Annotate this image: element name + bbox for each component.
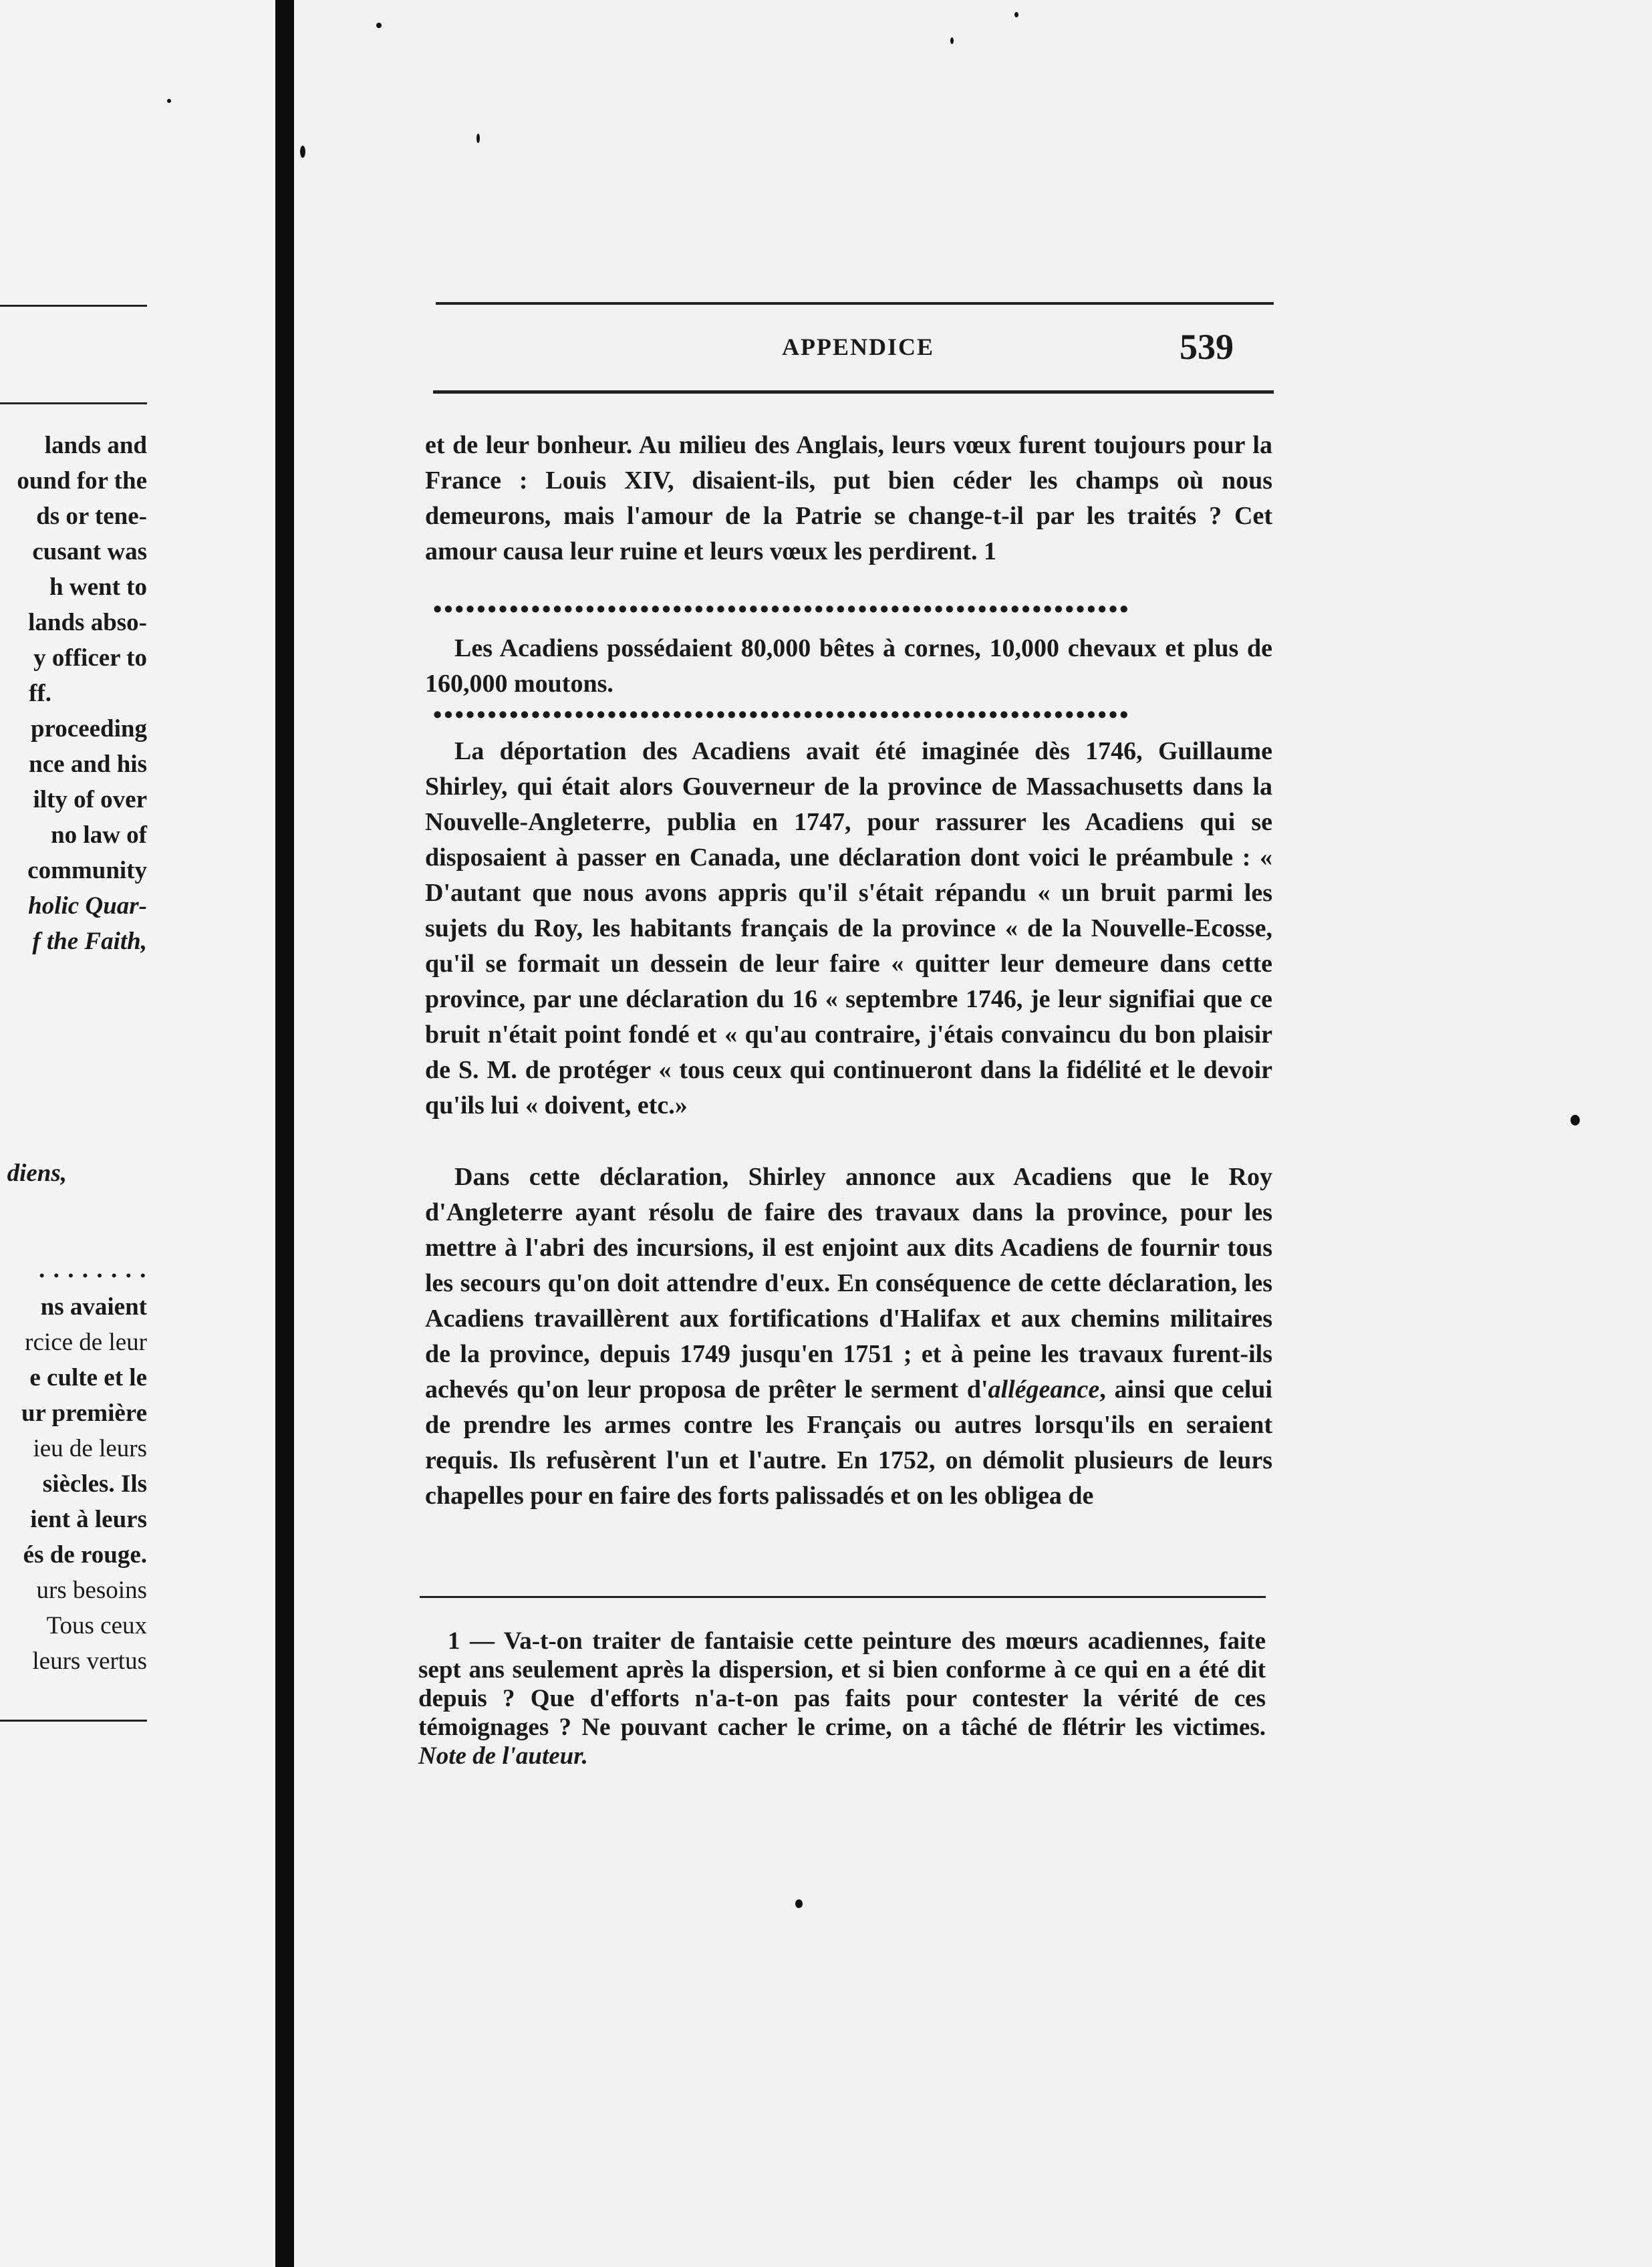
left-line: ns avaient [40, 1293, 147, 1321]
left-page-top-rule [0, 305, 147, 307]
left-line: proceeding [30, 715, 147, 743]
left-line: ur première [21, 1399, 147, 1427]
ellipsis-separator-1: •••••••••••••••••••••••••••••••••••••••••••••••••••••••••••••••• [433, 596, 1131, 623]
footnote-rule [420, 1596, 1266, 1598]
left-line: leurs vertus [32, 1647, 147, 1675]
left-line: Tous ceux [46, 1612, 147, 1639]
paragraph-2 [425, 631, 1272, 702]
left-line: ff. [29, 680, 51, 707]
paragraph-4-text-a: Dans cette déclaration, Shirley annonce aux Acadiens que le Roy d'Angleterre ayant résolu de faire des travaux dans la province, pour les mettre à l'abri des incursions, il est enjoint aux dits Acadiens de fournir tous les secours qu'on doit attendre d'eux. En conséquence de cette déclaration, les Acadiens travaillèrent aux fortifications d'Halifax et aux chemins militaires de la province, depuis 1749 jusqu'en 1751 ; et à peine les travaux furent-ils achevés qu'on leur proposa de prêter le serment d' [425, 1163, 1272, 1404]
left-line: community [27, 857, 147, 884]
left-line: ds or tene- [36, 503, 147, 530]
paragraph-1-text: et de leur bonheur. Au milieu des Anglais, leurs vœux furent toujours pour la France : Louis XIV, disaient-ils, put bien céder les champs où nous demeurons, mais l'amour de la Patrie se change-t-il par les traités ? Cet amour causa leur ruine et leurs vœux les perdirent. 1 [425, 431, 1272, 565]
left-line: siècles. Ils [42, 1470, 147, 1498]
paragraph-1 [425, 428, 1272, 569]
left-line: lands abso- [28, 609, 147, 636]
left-line: no law of [51, 821, 147, 849]
left-line: ound for the [17, 467, 147, 495]
paragraph-4-italic: allégeance [988, 1375, 1100, 1404]
ellipsis-separator-2: •••••••••••••••••••••••••••••••••••••••••••••••••••••••••••••••• [433, 702, 1131, 728]
page-539 [294, 0, 1652, 2267]
left-line: holic Quar- [28, 892, 147, 920]
footnote [418, 1627, 1266, 1770]
paragraph-3-text: avait été imaginée dès 1746, Guillaume Shirley, qui était alors Gouverneur de la province de Massachusetts dans la Nouvelle-Angleterre, publia en 1747, pour rassurer les Acadiens qui se disposaient à passer en Canada, une déclaration dont voici le préambule : « D'autant que nous avons appris qu'il s'était répandu « un bruit parmi les sujets du Roy, les habitants français de la province « de la Nouvelle-Ecosse, qu'il se formait un dessein de leur faire « quitter leur demeure dans cette province, par une déclaration du 16 « septembre 1746, je leur signifiai que ce bruit n'était point fondé et « qu'au contraire, j'étais convaincu du bon plaisir de S. M. de protéger « tous ceux qui continueront dans la fidélité et le devoir qu'ils lui « doivent, etc.» [425, 737, 1272, 1119]
left-line: f the Faith, [32, 928, 147, 955]
left-line: ient à leurs [30, 1506, 147, 1533]
left-line: diens, [7, 1160, 67, 1187]
left-page-bottom-rule [0, 1720, 147, 1722]
header-top-rule [436, 302, 1274, 305]
scan-speck [476, 134, 480, 143]
left-line: ieu de leurs [33, 1435, 147, 1462]
scan-speck [167, 99, 171, 103]
left-line: és de rouge. [23, 1541, 147, 1569]
footnote-author-note: Note de l'auteur. [418, 1742, 588, 1770]
paragraph-3-lead: La déportation des Acadiens [454, 737, 791, 765]
scan-speck [1570, 1115, 1580, 1125]
left-line: nce and his [29, 751, 147, 778]
left-line: rcice de leur [25, 1329, 147, 1356]
left-line: e culte et le [29, 1364, 147, 1391]
page-number: 539 [1180, 327, 1234, 367]
left-page-second-rule [0, 402, 147, 404]
paragraph-2-text: Les Acadiens possédaient 80,000 bêtes à cornes, 10,000 chevaux et plus de 160,000 moutons. [425, 634, 1272, 698]
scan-speck [795, 1899, 803, 1908]
scan-speck [376, 23, 382, 28]
left-line: cusant was [32, 538, 147, 565]
paragraph-4-text-b: , ainsi que celui de prendre les armes contre les Français ou autres lorsqu'ils en seraient requis. Ils refusèrent l'un et l'autre. En 1752, on démolit plusieurs de leurs chapelles pour en faire des forts palissadés et on les obligea de [425, 1375, 1272, 1510]
left-line: urs besoins [36, 1577, 147, 1604]
paragraph-4 [425, 1160, 1272, 1514]
header-bottom-rule [433, 390, 1274, 394]
book-gutter [275, 0, 294, 2267]
scan-speck [950, 37, 954, 44]
left-line: ilty of over [33, 786, 147, 813]
scan-speck [300, 146, 305, 158]
left-line: · · · · · · · · [37, 1262, 147, 1290]
running-header-title: APPENDICE [782, 334, 935, 360]
scan-speck [1014, 12, 1018, 17]
left-line: y officer to [33, 644, 147, 672]
left-line: h went to [49, 573, 147, 601]
left-line: lands and [44, 432, 147, 459]
left-page-fragment [0, 0, 275, 2267]
footnote-text: 1 — Va-t-on traiter de fantaisie cette peinture des mœurs acadiennes, faite sept ans seulement après la dispersion, et si bien conforme à ce qui en a été dit depuis ? Que d'efforts n'a-t-on pas faits pour contester la vérité de ces témoignages ? Ne pouvant cacher le crime, on a tâché de flétrir les victimes. [418, 1627, 1266, 1741]
paragraph-3 [425, 734, 1272, 1123]
